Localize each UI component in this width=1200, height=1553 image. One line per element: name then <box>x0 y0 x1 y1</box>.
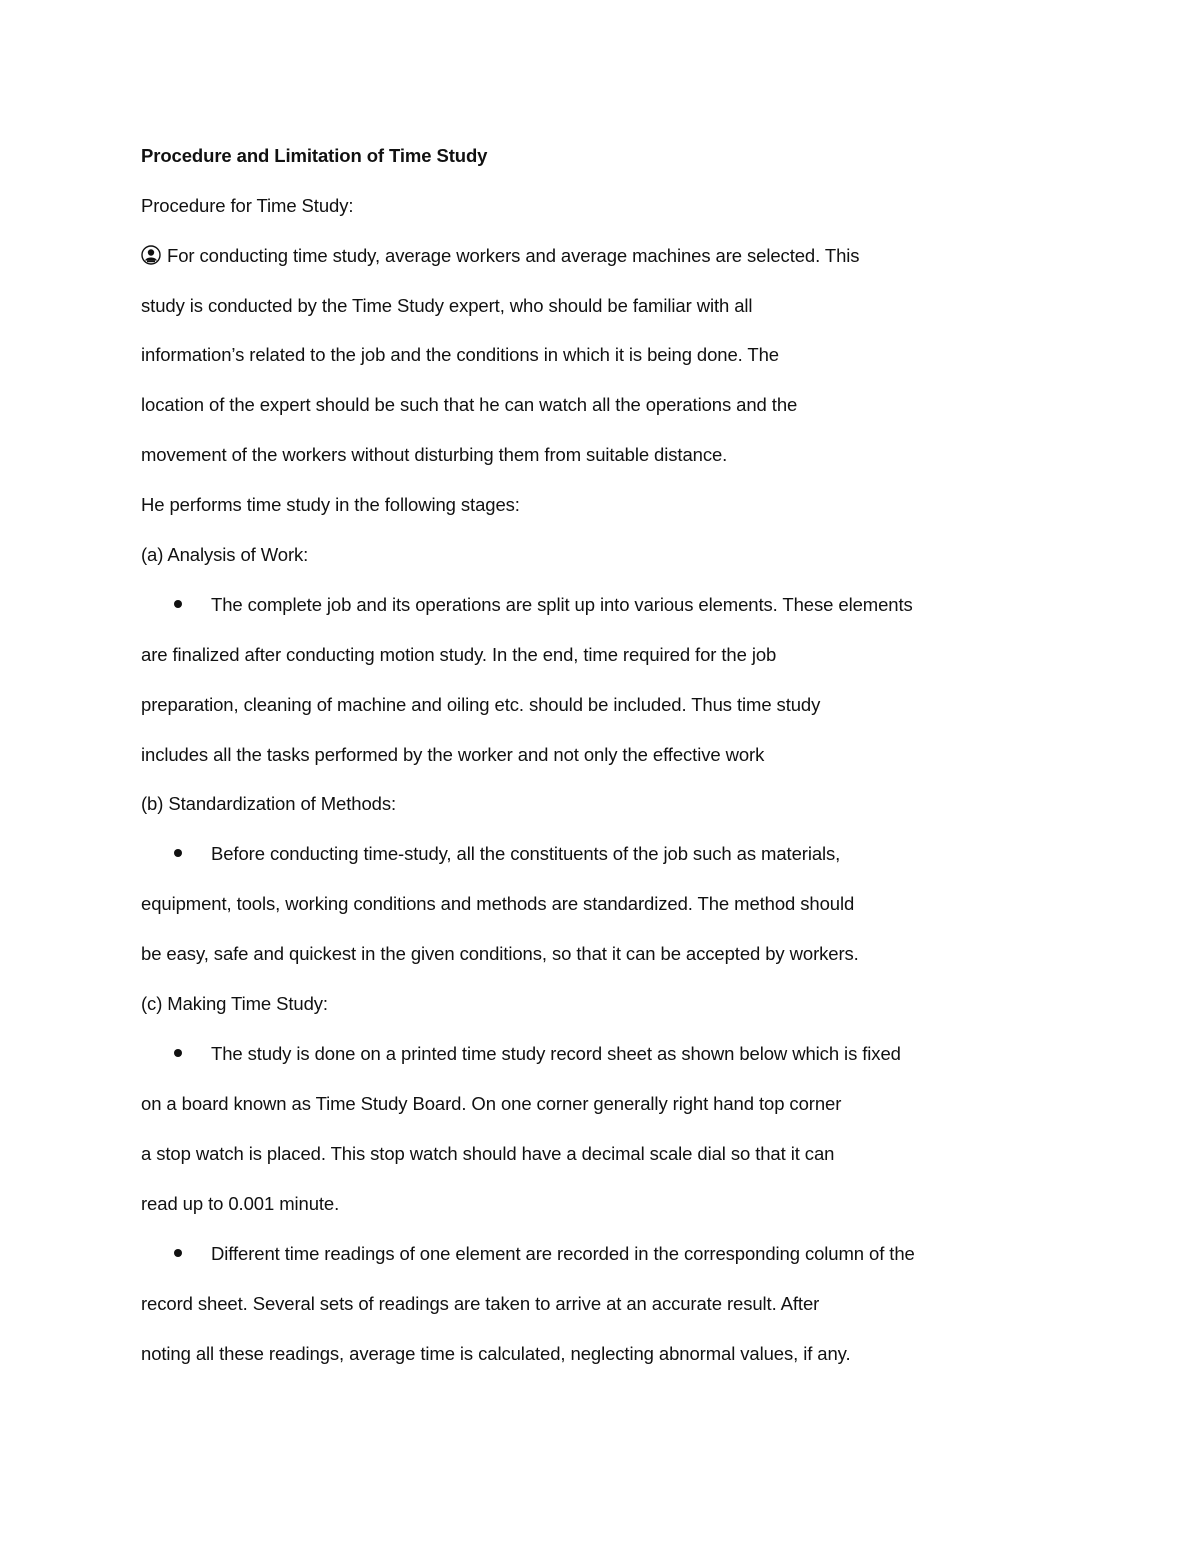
stages-intro: He performs time study in the following stages: <box>141 494 520 515</box>
intro-line-5: movement of the workers without disturbing them from suitable distance. <box>141 444 728 465</box>
bullet-icon <box>174 1249 182 1257</box>
section-c-bullet-1-line-4: read up to 0.001 minute. <box>141 1193 340 1214</box>
bullet-icon <box>174 600 182 608</box>
intro-line-1 <box>141 245 859 267</box>
section-b-bullet-1-line-1: Before conducting time-study, all the constituents of the job such as materials, <box>211 843 841 864</box>
section-heading-a: (a) Analysis of Work: <box>141 544 309 565</box>
section-a-bullet-1-line-1: The complete job and its operations are split up into various elements. These elements <box>211 594 913 615</box>
section-c-bullet-1-line-2: on a board known as Time Study Board. On one corner generally right hand top corner <box>141 1093 842 1114</box>
document-subtitle: Procedure for Time Study: <box>141 195 354 216</box>
section-c-bullet-1-line-3: a stop watch is placed. This stop watch should have a decimal scale dial so that it can <box>141 1143 835 1164</box>
section-b-bullet-1-line-3: be easy, safe and quickest in the given conditions, so that it can be accepted by workers. <box>141 943 859 964</box>
section-b-bullet-1-line-2: equipment, tools, working conditions and methods are standardized. The method should <box>141 893 855 914</box>
intro-line-4: location of the expert should be such that he can watch all the operations and the <box>141 394 798 415</box>
section-c-bullet-2-line-1: Different time readings of one element are recorded in the corresponding column of the <box>211 1243 915 1264</box>
intro-line-2: study is conducted by the Time Study expert, who should be familiar with all <box>141 295 753 316</box>
section-heading-c: (c) Making Time Study: <box>141 993 328 1014</box>
section-c-bullet-2-line-3: noting all these readings, average time is calculated, neglecting abnormal values, if any. <box>141 1343 851 1364</box>
document-title: Procedure and Limitation of Time Study <box>141 145 488 166</box>
section-a-bullet-1-line-3: preparation, cleaning of machine and oiling etc. should be included. Thus time study <box>141 694 821 715</box>
intro-line-text: For conducting time study, average workers and average machines are selected. This <box>167 245 860 266</box>
section-a-bullet-1-line-2: are finalized after conducting motion study. In the end, time required for the job <box>141 644 777 665</box>
section-a-bullet-1-line-4: includes all the tasks performed by the worker and not only the effective work <box>141 744 765 765</box>
bullet-icon <box>174 849 182 857</box>
person-icon <box>141 245 161 265</box>
section-heading-b: (b) Standardization of Methods: <box>141 793 397 814</box>
bullet-icon <box>174 1049 182 1057</box>
section-c-bullet-2-line-2: record sheet. Several sets of readings are taken to arrive at an accurate result. After <box>141 1293 820 1314</box>
section-c-bullet-1-line-1: The study is done on a printed time study record sheet as shown below which is fixed <box>211 1043 901 1064</box>
intro-line-3: information’s related to the job and the conditions in which it is being done. The <box>141 344 779 365</box>
